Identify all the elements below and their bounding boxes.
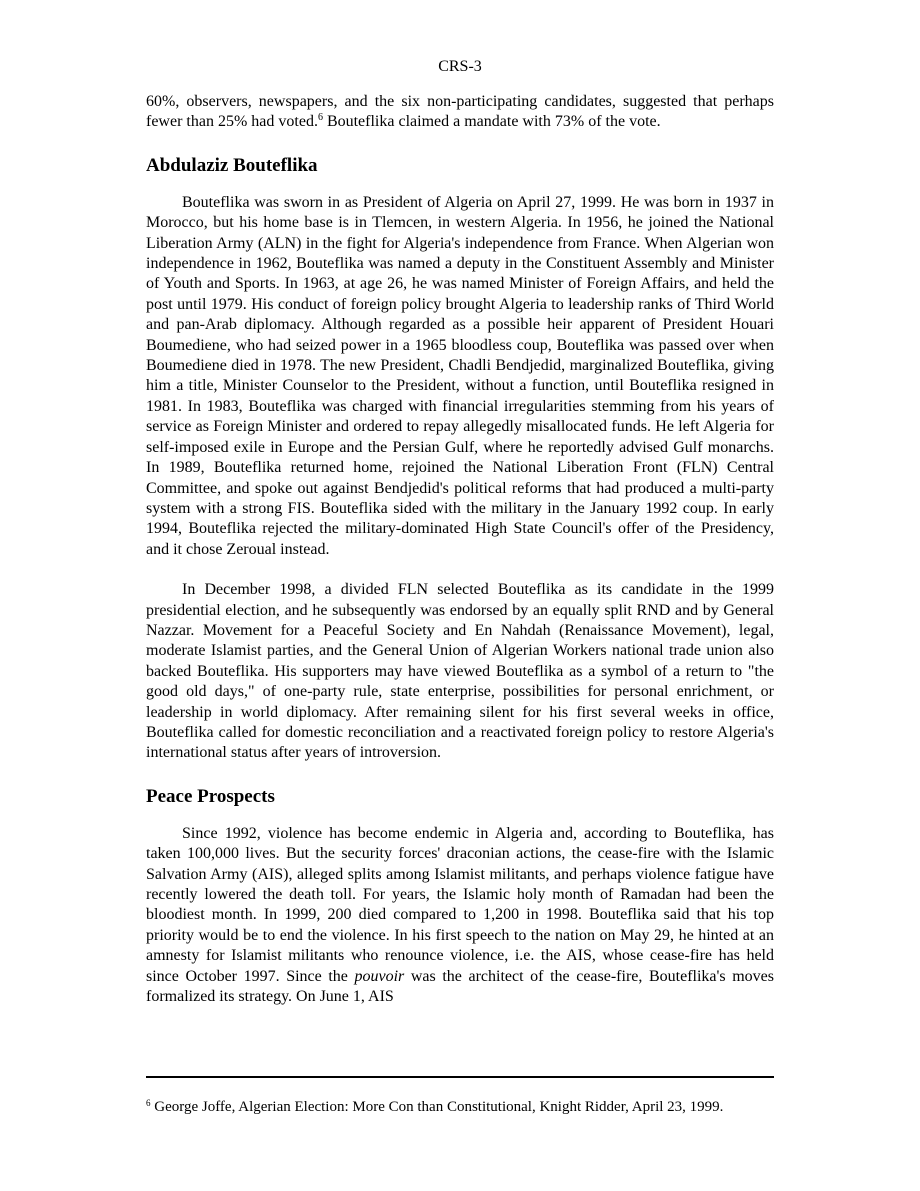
section-heading-bouteflika: Abdulaziz Bouteflika: [146, 154, 318, 176]
bouteflika-paragraph-1: Bouteflika was sworn in as President of Algeria on April 27, 1999. He was born in 1937 in Morocco, but his home base is in Tlemcen, in western Algeria. In 1956, he joined the National Liberation Army (ALN) in the fight for Algeria's independence from France. When Algerian won independence in 1962, Bouteflika was named a deputy in the Constituent Assembly and Minister of Youth and Sports. In 1963, at age 26, he was named Minister of Foreign Affairs, and held the post until 1979. His conduct of foreign policy brought Algeria to leadership ranks of Third World and pan-Arab diplomacy. Although regarded as a possible heir apparent of President Houari Boumediene, who had seized power in a 1965 bloodless coup, Bouteflika was passed over when Boumediene died in 1978. The new President, Chadli Bendjedid, marginalized Bouteflika, giving him a title, Minister Counselor to the President, without a function, until Bouteflika resigned in 1981. In 1983, Bouteflika was charged with financial irregularities stemming from his years of service as Foreign Minister and ordered to repay allegedly misallocated funds. He left Algeria for self-imposed exile in Europe and the Persian Gulf, where he reportedly advised Gulf monarchs. In 1989, Bouteflika returned home, rejoined the National Liberation Front (FLN) Central Committee, and spoke out against Bendjedid's political reforms that had produced a multi-party system with a strong FIS. Bouteflika sided with the military in the January 1992 coup. In early 1994, Bouteflika rejected the military-dominated High State Council's offer of the Presidency, and it chose Zeroual instead.: [146, 193, 774, 558]
document-body: [146, 92, 774, 1007]
intro-text-continued: Bouteflika claimed a mandate with 73% of the vote.: [322, 113, 661, 131]
footnote-reference[interactable]: 6: [317, 112, 323, 124]
bouteflika-paragraph-2: In December 1998, a divided FLN selected Bouteflika as its candidate in the 1999 presidential election, and he subsequently was endorsed by an equally split RND and by General Nazzar. Movement for a Peaceful Society and En Nahdah (Renaissance Movement), legal, moderate Islamist parties, and the General Union of Algerian Workers national trade union also backed Bouteflika. His supporters may have viewed Bouteflika as a symbol of a return to "the good old days," of one-party rule, state enterprise, possibilities for personal enrichment, or leadership in world diplomacy. After remaining silent for his first several weeks in office, Bouteflika called for domestic reconciliation and a reactivated foreign policy to restore Algeria's international status after years of introversion.: [146, 581, 774, 762]
section-heading-peace-prospects: Peace Prospects: [146, 785, 275, 807]
footnote-text: George Joffe, Algerian Election: More Con than Constitutional, Knight Ridder, April 23, 1999.: [150, 1099, 724, 1115]
footnote-number: 6: [146, 1098, 151, 1108]
intro-paragraph: [146, 92, 774, 133]
intro-text: 60%, observers, newspapers, and the six non-participating candidates, suggested that perhaps fewer than 25% had voted.: [146, 93, 774, 131]
page-header: CRS-3: [438, 58, 482, 75]
peace-text-continued: was the architect of the cease-fire, Bouteflika's moves formalized its strategy. On June 1, AIS: [146, 967, 774, 1006]
peace-prospects-paragraph: [146, 824, 774, 1008]
footnote-divider: [146, 1076, 774, 1078]
peace-text-emphasis: pouvoir: [354, 967, 405, 985]
footnote: [146, 1098, 786, 1116]
peace-text: Since 1992, violence has become endemic in Algeria and, according to Bouteflika, has taken 100,000 lives. But the security forces' draconian actions, the cease-fire with the Islamic Salvation Army (AIS), alleged splits among Islamist militants, and perhaps violence fatigue have recently lowered the death toll. For years, the Islamic holy month of Ramadan had been the bloodiest month. In 1999, 200 died compared to 1,200 in 1998. Bouteflika said that his top priority would be to end the violence. In his first speech to the nation on May 29, he hinted at an amnesty for Islamist militants who renounce violence, i.e. the AIS, whose cease-fire has held since October 1997. Since the: [146, 824, 774, 985]
